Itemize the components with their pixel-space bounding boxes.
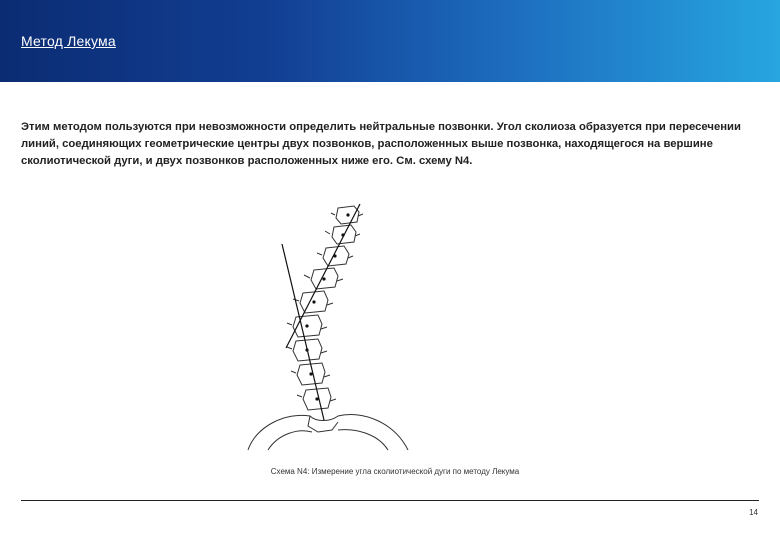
body-paragraph: Этим методом пользуются при невозможности определить нейтральные позвонки. Угол сколиоза образуется при пересечении линий, соединяющих геометрические центры двух позвонков, расположенных выше позвонка, находящегося на вершине сколиотической дуги, и двух позвонков расположенных ниже его. См. схему N4. — [21, 121, 741, 167]
spine-figure — [238, 198, 418, 460]
slide-title: Метод Лекума — [21, 33, 116, 49]
lower-measurement-line — [282, 244, 324, 420]
footer-divider — [21, 500, 759, 501]
upper-measurement-line — [286, 204, 360, 348]
page-number: 14 — [749, 508, 758, 517]
spine-illustration — [238, 198, 418, 460]
figure-caption: Схема N4: Измерение угла сколиотической дуги по методу Лекума — [270, 467, 520, 476]
header-bar — [0, 0, 780, 82]
